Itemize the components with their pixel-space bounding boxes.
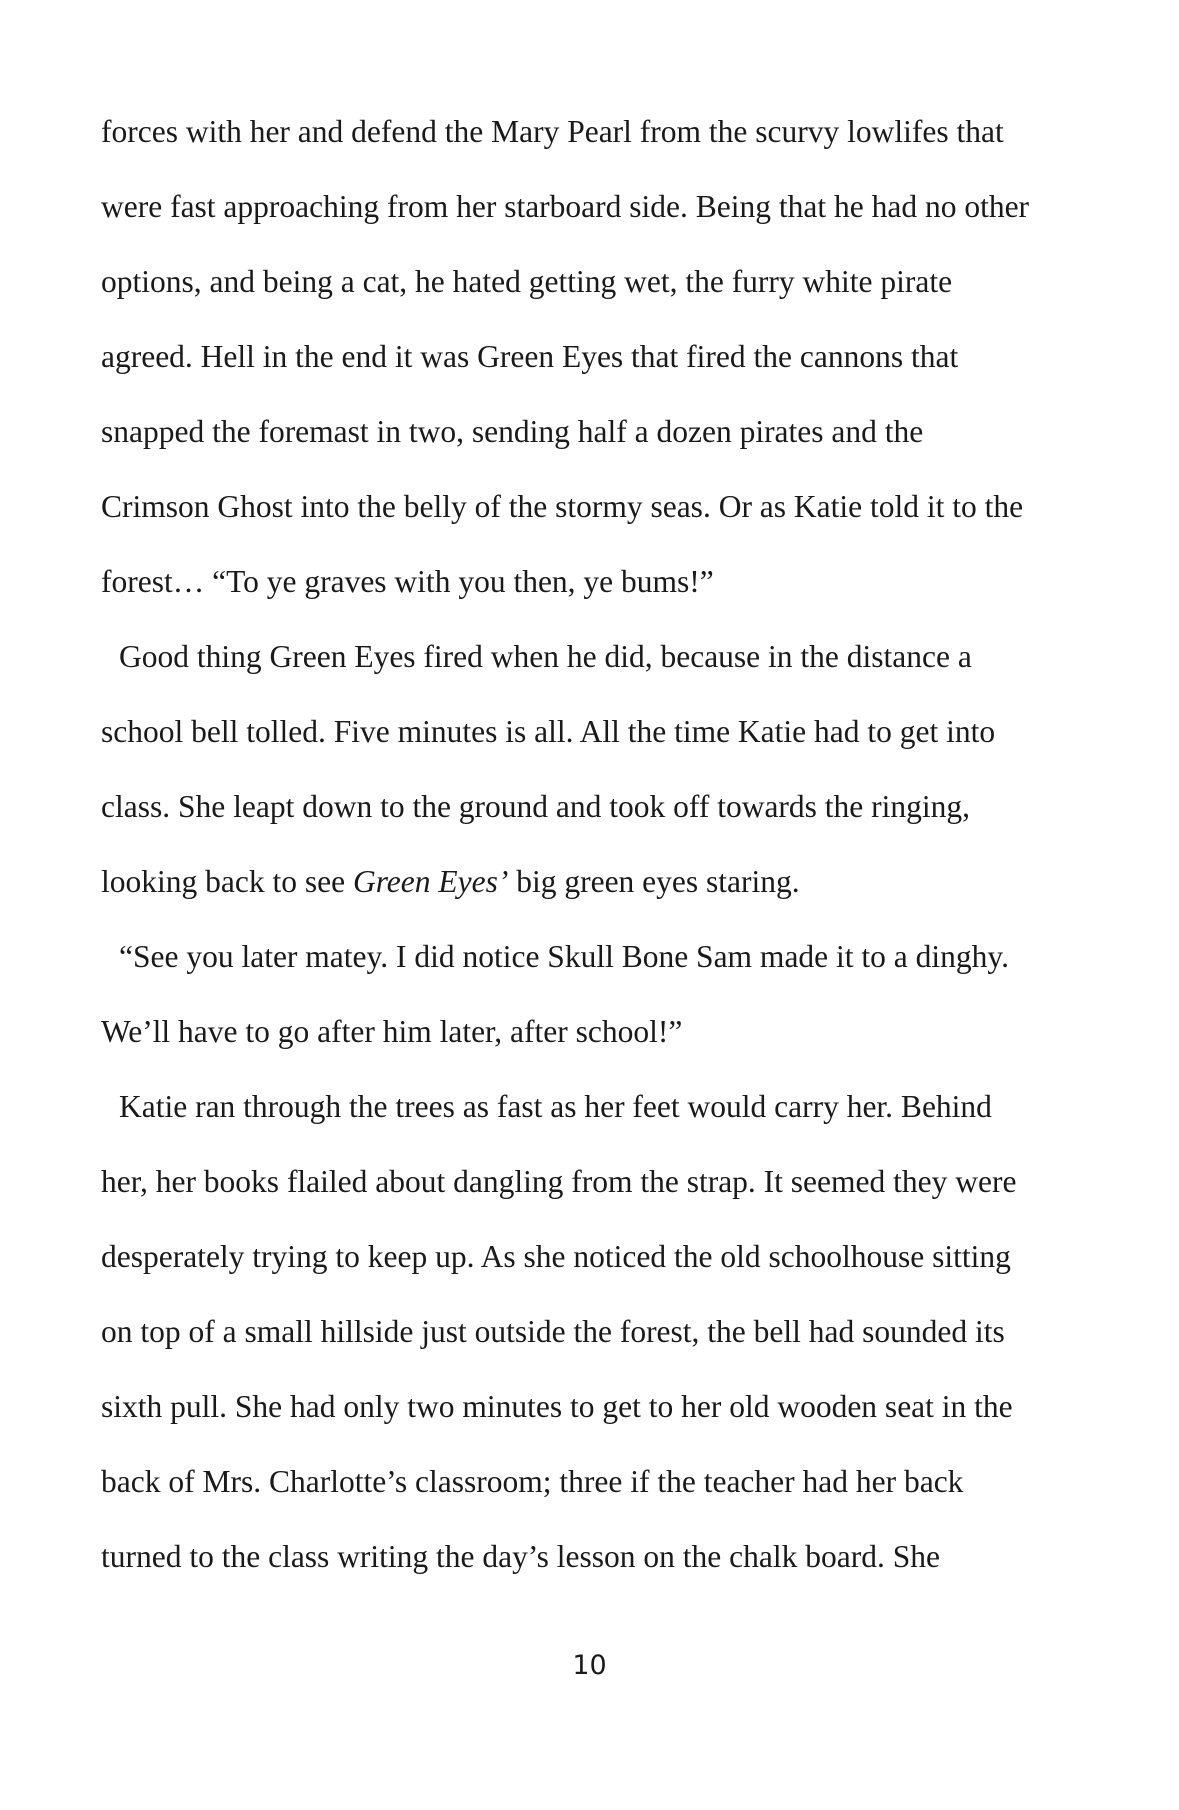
text-line: agreed. Hell in the end it was Green Eyes that fired the cannons that (101, 339, 959, 374)
text-run: big green eyes staring. (508, 864, 800, 899)
text-line: sixth pull. She had only two minutes to get to her old wooden seat in the (101, 1389, 1013, 1424)
text-run: looking back to see (101, 864, 353, 899)
text-line: forest… “To ye graves with you then, ye bums!” (101, 564, 714, 599)
paragraph-start-line: Katie ran through the trees as fast as her feet would carry her. Behind (119, 1089, 992, 1124)
text-line: class. She leapt down to the ground and took off towards the ringing, (101, 789, 971, 824)
text-line: Crimson Ghost into the belly of the stormy seas. Or as Katie told it to the (101, 489, 1024, 524)
text-line: snapped the foremast in two, sending half a dozen pirates and the (101, 414, 924, 449)
text-line (101, 862, 1091, 937)
text-line: We’ll have to go after him later, after school!” (101, 1014, 683, 1049)
italic-name: Green Eyes’ (352, 864, 509, 899)
text-line: were fast approaching from her starboard side. Being that he had no other (101, 189, 1030, 224)
text-line: turned to the class writing the day’s lesson on the chalk board. She (101, 1539, 940, 1574)
paragraph-start-line: Good thing Green Eyes fired when he did, because in the distance a (119, 639, 972, 674)
page-number: 10 (572, 1650, 607, 1681)
text-line: on top of a small hillside just outside the forest, the bell had sounded its (101, 1314, 1005, 1349)
text-line: options, and being a cat, he hated getting wet, the furry white pirate (101, 264, 953, 299)
paragraph-start-line: “See you later matey. I did notice Skull Bone Sam made it to a dinghy. (119, 939, 1009, 974)
text-line: her, her books flailed about dangling from the strap. It seemed they were (101, 1164, 1017, 1199)
text-line: desperately trying to keep up. As she noticed the old schoolhouse sitting (101, 1239, 1011, 1274)
text-line: forces with her and defend the Mary Pearl from the scurvy lowlifes that (101, 114, 1004, 149)
body-text (101, 112, 1091, 1612)
text-line: back of Mrs. Charlotte’s classroom; three if the teacher had her back (101, 1464, 964, 1499)
text-line: school bell tolled. Five minutes is all. All the time Katie had to get into (101, 714, 996, 749)
